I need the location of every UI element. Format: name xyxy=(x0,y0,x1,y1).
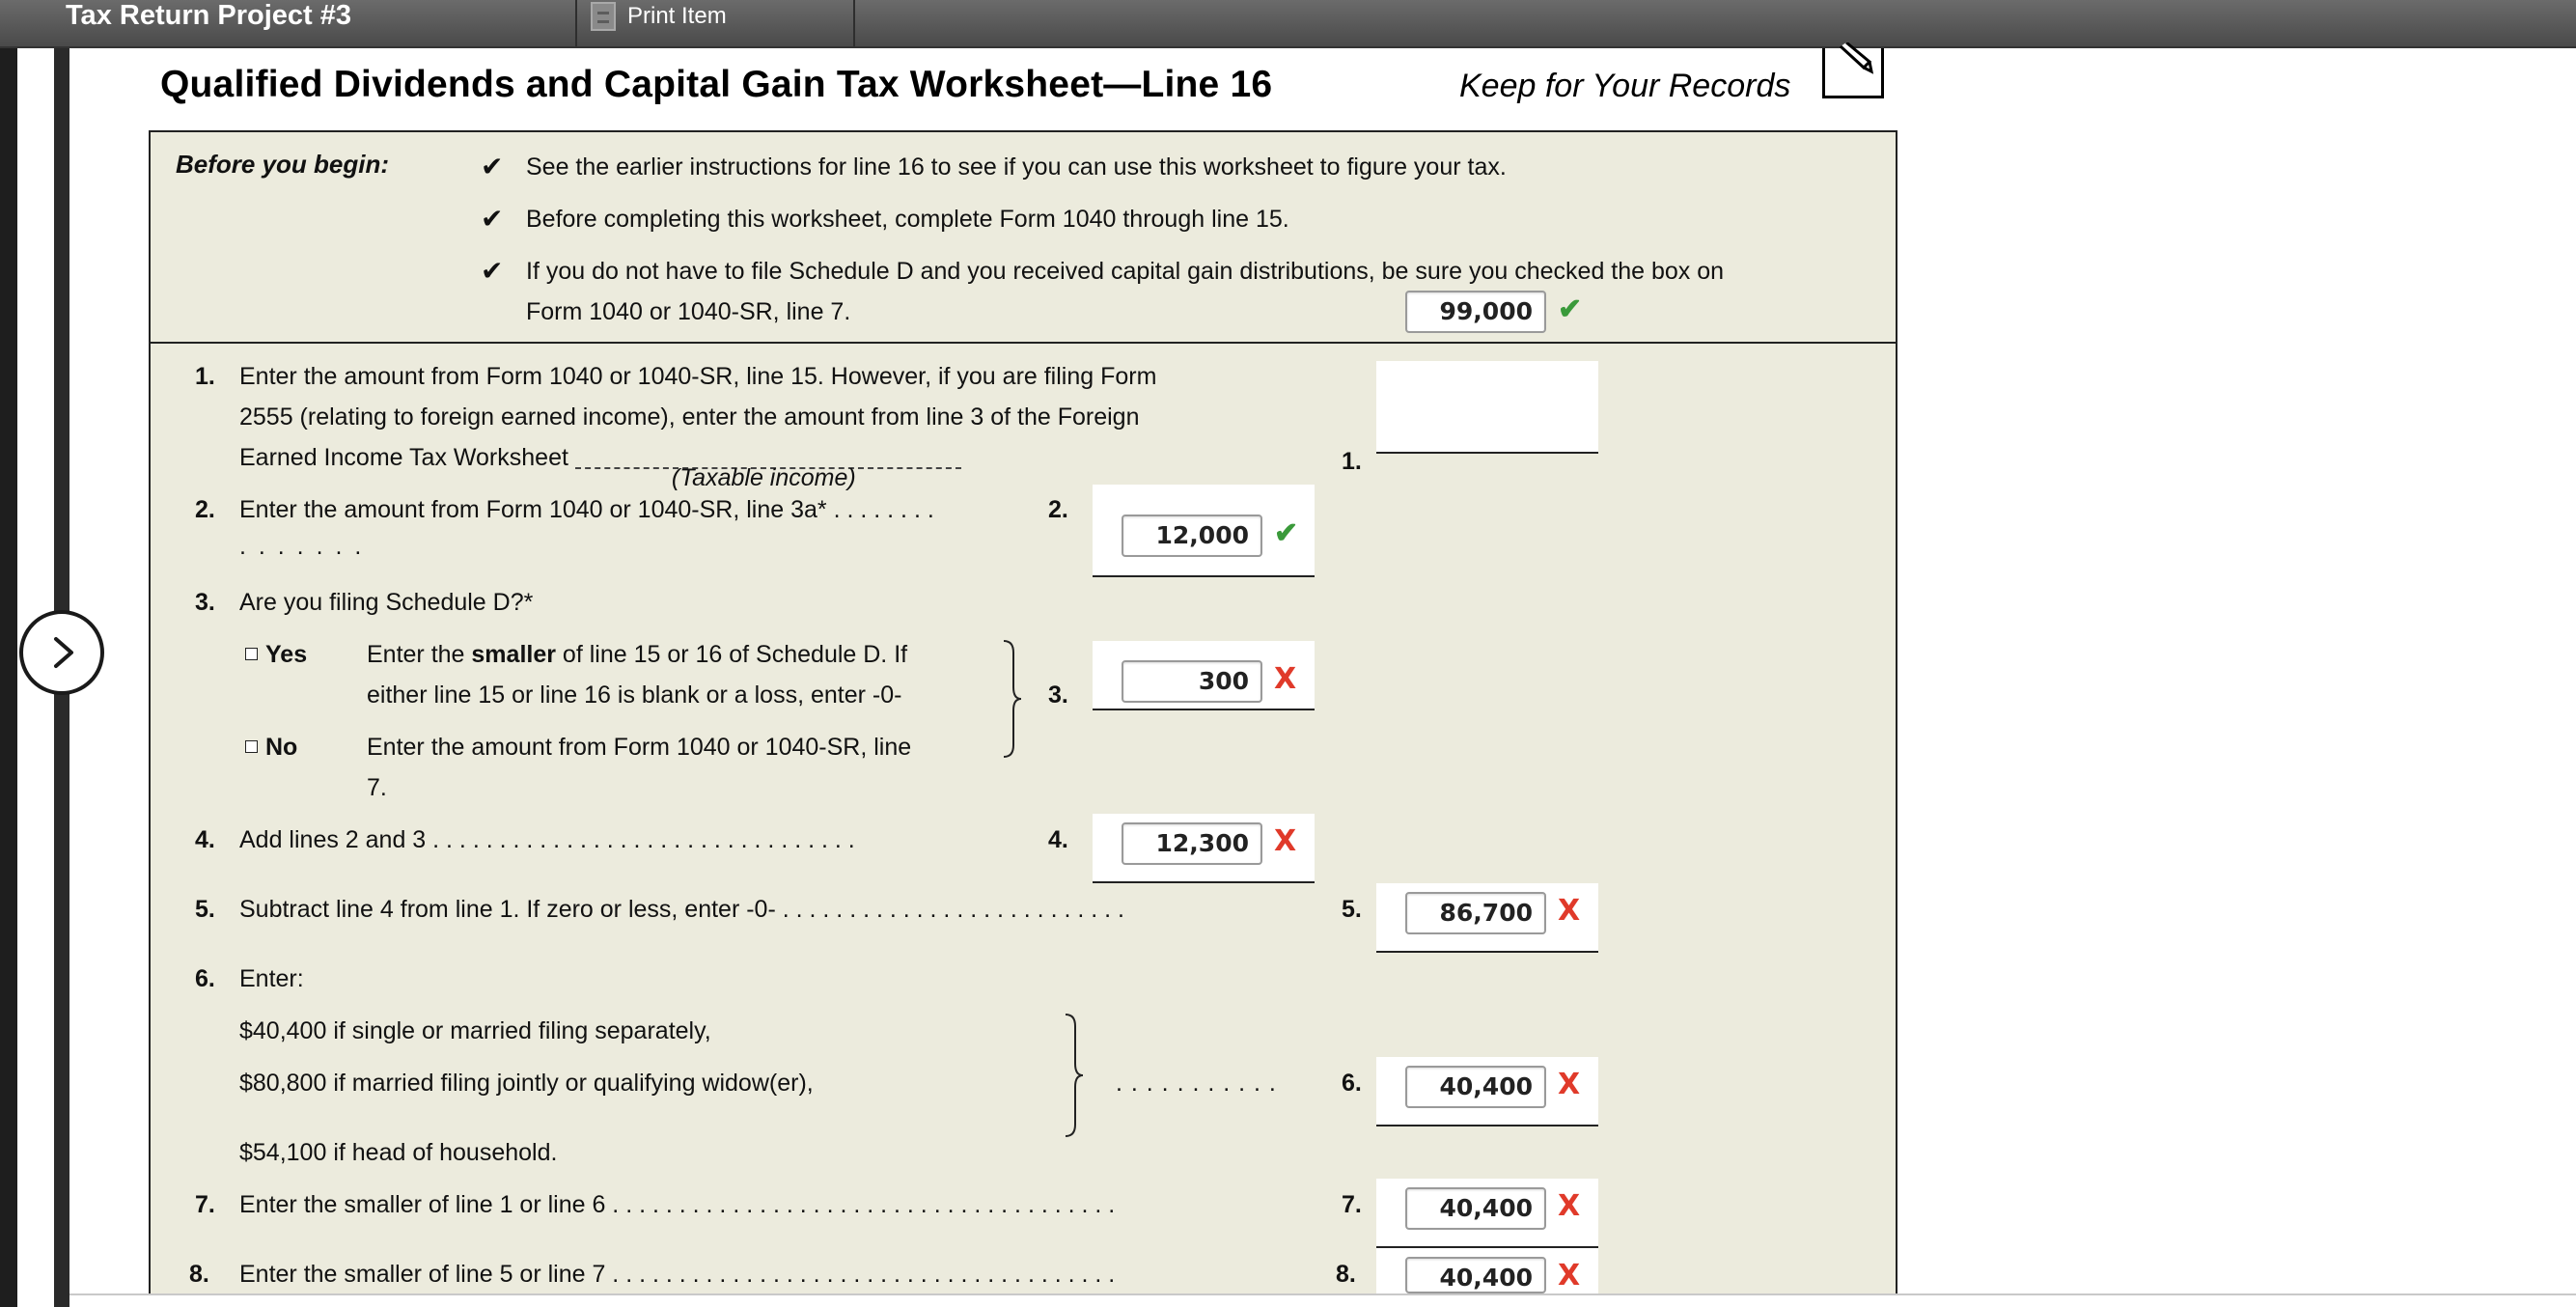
line-8-text: Enter the smaller of line 5 or line 7 . . . . . . . . . . . . . . . . . . . . . . . . . . . . . . . . . . . . . . xyxy=(239,1261,1116,1288)
pencil-icon xyxy=(1835,42,1877,81)
top-bar xyxy=(0,0,2576,48)
document-icon xyxy=(591,2,616,31)
before-you-begin-section xyxy=(151,132,1896,344)
checkmark-icon: ✔ xyxy=(481,204,504,234)
x-mark-icon: X xyxy=(1558,1259,1581,1293)
line-6-input[interactable]: 40,400 xyxy=(1405,1066,1546,1108)
project-title: Tax Return Project #3 xyxy=(66,0,352,31)
line-6-ref: 6. xyxy=(1342,1070,1362,1097)
before-item: ✔ If you do not have to file Schedule D and you received capital gain distributions, be sure you checked the box on Form 1040 or 1040-SR, line 7. xyxy=(483,251,1892,332)
line-4-ref: 4. xyxy=(1048,826,1068,853)
check-icon: ✔ xyxy=(1558,293,1583,325)
toolbar-divider xyxy=(575,0,577,46)
line-3-input[interactable]: 300 xyxy=(1122,660,1262,703)
line-3-ref: 3. xyxy=(1048,681,1068,709)
line-4-input[interactable]: 12,300 xyxy=(1122,822,1262,865)
line-2-number: 2. xyxy=(195,496,215,523)
schedule-d-no-option[interactable]: No xyxy=(245,727,297,767)
line-6-text: Enter: xyxy=(239,965,304,992)
scroll-boundary xyxy=(69,1293,2576,1295)
before-you-begin-label: Before you begin: xyxy=(176,150,390,179)
line-7-text: Enter the smaller of line 1 or line 6 . . . . . . . . . . . . . . . . . . . . . . . . . . . . . . . . . . . . . . xyxy=(239,1191,1116,1218)
line-6-option: $40,400 if single or married filing separately, xyxy=(239,1017,711,1044)
line-1-text: Earned Income Tax Worksheet (Taxable income) xyxy=(239,437,961,478)
line-8-ref: 8. xyxy=(1336,1261,1356,1288)
line-4-text: Add lines 2 and 3 . . . . . . . . . . . . . . . . . . . . . . . . . . . . . . . . xyxy=(239,826,855,853)
brace-icon xyxy=(1000,639,1025,759)
line-2-ref: 2. xyxy=(1048,496,1068,523)
checkmark-icon: ✔ xyxy=(481,152,504,181)
line-1-ref: 1. xyxy=(1342,448,1362,475)
x-mark-icon: X xyxy=(1558,1068,1581,1101)
line-7-input[interactable]: 40,400 xyxy=(1405,1187,1546,1230)
line-6-option: $80,800 if married filing jointly or qualifying widow(er), xyxy=(239,1070,814,1097)
line-2-text: Enter the amount from Form 1040 or 1040-SR, line 3a* . . . . . . . . xyxy=(239,496,934,523)
chevron-right-icon xyxy=(42,633,81,672)
before-item: ✔ See the earlier instructions for line 16 to see if you can use this worksheet to figure your tax. xyxy=(483,147,1892,187)
no-checkbox[interactable] xyxy=(245,740,258,753)
x-mark-icon: X xyxy=(1274,824,1297,858)
line-5-input[interactable]: 86,700 xyxy=(1405,892,1546,934)
yes-instruction: either line 15 or line 16 is blank or a loss, enter -0- xyxy=(367,681,902,709)
no-instruction: Enter the amount from Form 1040 or 1040-SR, line xyxy=(367,734,912,761)
yes-checkbox[interactable] xyxy=(245,648,258,660)
taxable-income-hint: (Taxable income) xyxy=(671,464,856,491)
print-item-label: Print Item xyxy=(627,3,727,29)
line-1-text: 2555 (relating to foreign earned income), enter the amount from line 3 of the Foreign xyxy=(239,403,1140,431)
before-item: ✔ Before completing this worksheet, complete Form 1040 through line 15. xyxy=(483,199,1892,239)
edit-corner-box xyxy=(1822,48,1884,98)
toolbar-divider xyxy=(853,0,855,46)
no-instruction: 7. xyxy=(367,774,387,801)
left-frame-edge xyxy=(0,48,17,1307)
expand-panel-button[interactable] xyxy=(19,610,104,695)
line-1-text: Enter the amount from Form 1040 or 1040-SR, line 15. However, if you are filing Form xyxy=(239,363,1157,390)
brace-icon xyxy=(1062,1013,1087,1138)
print-item-button[interactable] xyxy=(591,0,727,33)
line-3-text: Are you filing Schedule D?* xyxy=(239,589,534,616)
check-icon: ✔ xyxy=(1274,517,1299,549)
line-3-number: 3. xyxy=(195,589,215,616)
worksheet-panel xyxy=(149,130,1897,1293)
worksheet-title: Qualified Dividends and Capital Gain Tax Worksheet—Line 16 xyxy=(160,64,1273,105)
x-mark-icon: X xyxy=(1558,1189,1581,1223)
line-6-leader: . . . . . . . . . . . xyxy=(1116,1070,1277,1097)
line-4-number: 4. xyxy=(195,826,215,853)
x-mark-icon: X xyxy=(1274,662,1297,696)
line-1-cell xyxy=(1376,293,1598,454)
line-8-input[interactable]: 40,400 xyxy=(1405,1257,1546,1293)
line-5-ref: 5. xyxy=(1342,896,1362,923)
keep-for-records-note: Keep for Your Records xyxy=(1459,68,1791,104)
yes-instruction: Enter the smaller of line 15 or 16 of Schedule D. If xyxy=(367,641,908,668)
line-6-option: $54,100 if head of household. xyxy=(239,1139,558,1166)
line-7-number: 7. xyxy=(195,1191,215,1218)
line-8-number: 8. xyxy=(189,1261,209,1288)
line-7-ref: 7. xyxy=(1342,1191,1362,1218)
line-5-text: Subtract line 4 from line 1. If zero or less, enter -0- . . . . . . . . . . . . . . . . . . . . . . . . . . xyxy=(239,896,1124,923)
x-mark-icon: X xyxy=(1558,894,1581,928)
line-1-input[interactable]: 99,000 xyxy=(1405,291,1546,333)
schedule-d-yes-option[interactable]: Yes xyxy=(245,634,307,675)
checkmark-icon: ✔ xyxy=(481,256,504,286)
line-6-number: 6. xyxy=(195,965,215,992)
line-2-leader: . . . . . . . xyxy=(239,533,365,560)
line-2-input[interactable]: 12,000 xyxy=(1122,514,1262,557)
line-5-number: 5. xyxy=(195,896,215,923)
line-1-number: 1. xyxy=(195,363,215,390)
